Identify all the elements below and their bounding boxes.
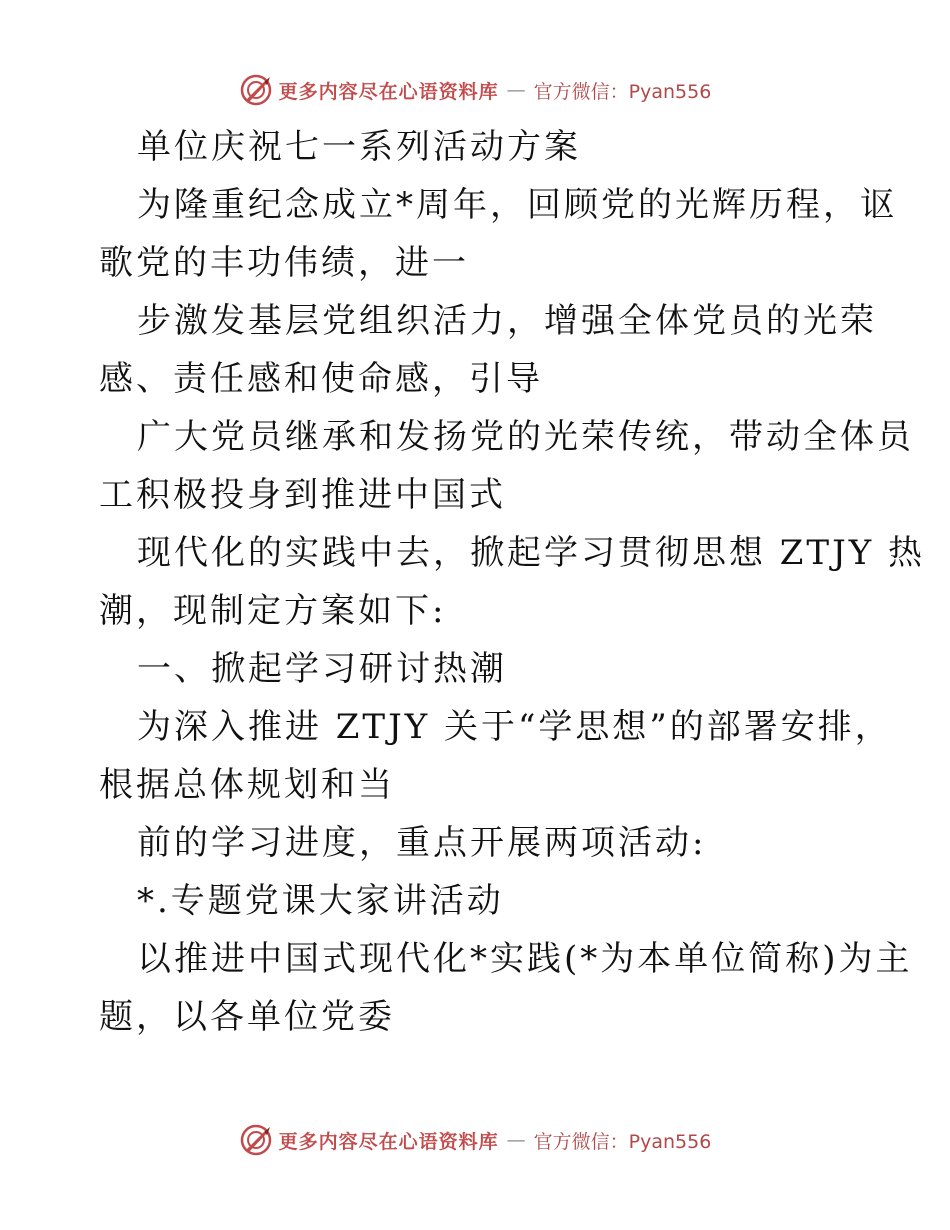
paragraph-line: 为深入推进 ZTJY 关于“学思想”的部署安排， [137, 707, 892, 747]
quill-logo-icon [239, 1123, 273, 1157]
document-title: 单位庆祝七一系列活动方案 [137, 127, 581, 167]
paragraph-line: 以推进中国式现代化*实践(*为本单位简称)为主 [137, 939, 913, 979]
paragraph-line: 根据总体规划和当 [99, 765, 395, 805]
paragraph-line: 工积极投身到推进中国式 [99, 475, 506, 515]
watermark-wechat: 官方微信：Pyan556 [533, 80, 712, 103]
paragraph-line: 现代化的实践中去，掀起学习贯彻思想 ZTJY 热 [137, 533, 925, 573]
section-heading: 一、掀起学习研讨热潮 [137, 649, 507, 689]
paragraph-line: 题，以各单位党委 [99, 997, 395, 1037]
quill-logo-icon [239, 73, 273, 107]
paragraph-line: 感、责任感和使命感，引导 [99, 359, 543, 399]
watermark-dash: — [506, 1129, 526, 1151]
watermark-banner-bottom [0, 1120, 950, 1160]
paragraph-line: 歌党的丰功伟绩，进一 [99, 243, 469, 283]
document-body [99, 123, 925, 1051]
paragraph-line: 前的学习进度，重点开展两项活动: [137, 823, 707, 863]
paragraph-line: 步激发基层党组织活力，增强全体党员的光荣 [137, 301, 877, 341]
watermark-text: 更多内容尽在心语资料库 [278, 1130, 499, 1153]
watermark-banner-top [0, 70, 950, 110]
watermark-wechat: 官方微信：Pyan556 [533, 1130, 712, 1153]
paragraph-line: 广大党员继承和发扬党的光荣传统，带动全体员 [137, 417, 914, 457]
paragraph-line: 为隆重纪念成立*周年，回顾党的光辉历程，讴 [137, 185, 897, 225]
paragraph-line: 潮，现制定方案如下: [99, 591, 447, 631]
watermark-text: 更多内容尽在心语资料库 [278, 80, 499, 103]
watermark-dash: — [506, 79, 526, 101]
subsection-heading: *.专题党课大家讲活动 [137, 881, 504, 921]
